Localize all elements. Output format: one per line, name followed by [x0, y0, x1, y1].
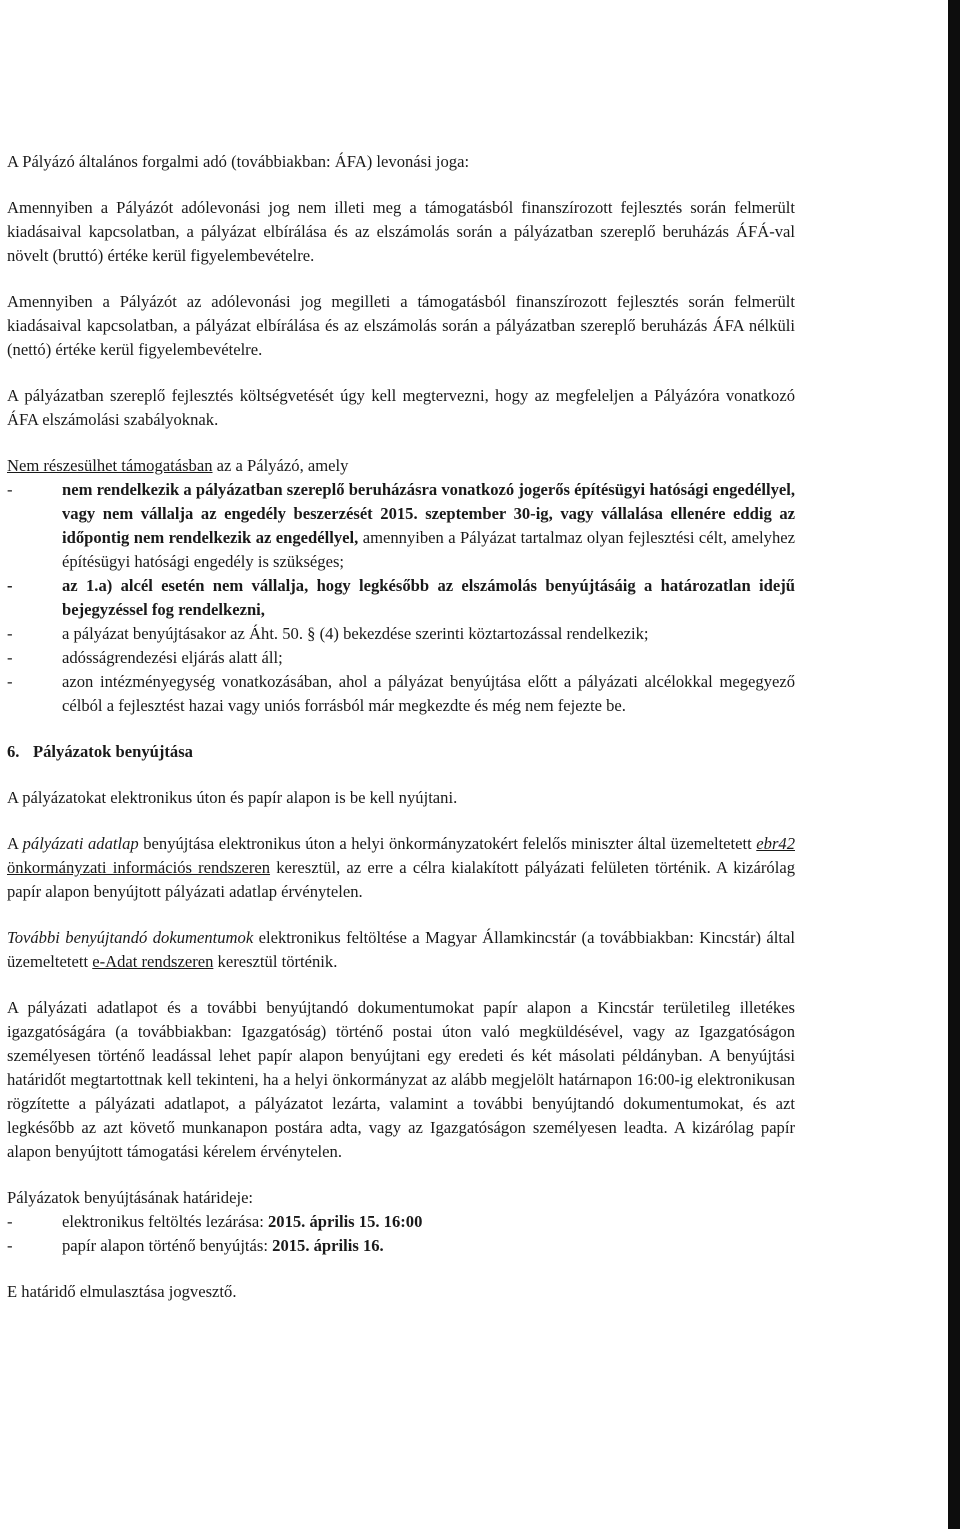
deadlines-heading: Pályázatok benyújtásának határideje:: [7, 1188, 254, 1207]
list-item: [7, 1210, 795, 1234]
list-item: [7, 1234, 795, 1258]
adatlap-after: keresztül, az erre a célra kialakított pályázati felületen történik. A kizárólag papír alapon benyújtott pályázati adatlap érvénytelen.: [7, 858, 795, 901]
ineligible-lead: [7, 454, 795, 478]
ebr42-link-italic: ebr42: [756, 834, 795, 853]
list-item: - a pályázat benyújtásakor az Áht. 50. § (4) bekezdése szerinti köztartozással rendelkezik;: [7, 622, 795, 646]
vat-gross-paragraph: Amennyiben a Pályázót adólevonási jog nem illeti meg a támogatásból finanszírozott fejlesztés során felmerült kiadásaival kapcsolatban, a pályázat elbírálása és az elszámolás során a pályázatban szereplő beruházás ÁFÁ-val növelt (bruttó) értéke kerül figyelembevételre.: [7, 198, 795, 265]
ineligible-lead-rest: az a Pályázó, amely: [212, 456, 349, 475]
docs-middle: elektronikus feltöltése a Magyar Államkincstár (a továbbiakban: Kincstár) által üzemeltetett: [7, 928, 795, 971]
list-item: [7, 478, 795, 574]
ineligible-item1-bold: nem rendelkezik a pályázatban szereplő beruházásra vonatkozó jogerős építésügyi hatósági engedéllyel, vagy nem vállalja az engedély beszerzését 2015. szeptember 30-ig, vagy vállalása ellenére eddig az időpontig nem rendelkezik az engedéllyel,: [62, 480, 795, 547]
ebr42-link-rest: önkormányzati információs rendszeren: [7, 858, 271, 877]
list-item: - azon intézményegység vonatkozásában, ahol a pályázat benyújtása előtt a pályázati alcélokkal megegyező célból a fejlesztést hazai vagy uniós forrásból már megkezdte és még nem fejezte be.: [7, 670, 795, 718]
scan-edge: [948, 0, 960, 1529]
final-paragraph: E határidő elmulasztása jogvesztő.: [7, 1282, 237, 1301]
ineligible-item1-rest: amennyiben a Pályázat tartalmaz olyan fejlesztési célt, amelyhez építésügyi hatósági engedély is szükséges;: [62, 528, 795, 571]
deadline-electronic-value: 2015. április 15. 16:00: [267, 1212, 423, 1231]
section-heading: [7, 740, 795, 764]
deadline-paper-value: 2015. április 16.: [272, 1236, 384, 1255]
submit-intro-paragraph: A pályázatokat elektronikus úton és papír alapon is be kell nyújtani.: [7, 788, 458, 807]
e-adat-link[interactable]: e-Adat rendszeren: [92, 952, 214, 971]
deadlines-list: [7, 1210, 795, 1258]
section-number: 6.: [7, 742, 20, 761]
adatlap-middle: benyújtása elektronikus úton a helyi önkormányzatokért felelős miniszter által üzemeltetett: [138, 834, 757, 853]
budget-paragraph: A pályázatban szereplő fejlesztés költségvetését úgy kell megtervezni, hogy az megfeleljen a Pályázóra vonatkozó ÁFA elszámolási szabályoknak.: [7, 386, 795, 429]
vat-net-paragraph: Amennyiben a Pályázót az adólevonási jog megilleti a támogatásból finanszírozott fejlesztés során felmerült kiadásaival kapcsolatban, a pályázat elbírálása és az elszámolás során a pályázatban szereplő beruházás ÁFA nélküli (nettó) értéke kerül figyelembevételre.: [7, 292, 795, 359]
ineligible-lead-underlined: Nem részesülhet támogatásban: [7, 456, 213, 475]
docs-italic: További benyújtandó dokumentumok: [7, 928, 254, 947]
adatlap-italic: pályázati adatlap: [22, 834, 139, 853]
adatlap-before: A: [7, 834, 23, 853]
section-title: Pályázatok benyújtása: [33, 742, 193, 761]
adatlap-paragraph: [7, 832, 795, 904]
docs-after: keresztül történik.: [213, 952, 338, 971]
ineligible-list: [7, 478, 795, 718]
deadline-electronic-label: elektronikus feltöltés lezárása:: [62, 1212, 268, 1231]
list-item: - az 1.a) alcél esetén nem vállalja, hogy legkésőbb az elszámolás benyújtásáig a határozatlan idejű bejegyzéssel fog rendelkezni,: [7, 574, 795, 622]
list-item: - adósságrendezési eljárás alatt áll;: [7, 646, 795, 670]
docs-paragraph: [7, 926, 795, 974]
vat-heading: A Pályázó általános forgalmi adó (továbbiakban: ÁFA) levonási joga:: [7, 152, 470, 171]
deadline-paper-label: papír alapon történő benyújtás:: [62, 1236, 273, 1255]
paper-submission-paragraph: A pályázati adatlapot és a további benyújtandó dokumentumokat papír alapon a Kincstár területileg illetékes igazgatóságára (a továbbiakban: Igazgatóság) történő postai úton való megküldésével, vagy az Igazgatóságon személyesen történő leadással lehet papír alapon benyújtani egy eredeti és két másolati példányban. A benyújtási határidőt megtartottnak kell tekinteni, ha a helyi önkormányzat az alább megjelölt határnapon 16:00-ig elektronikusan rögzítette a pályázati adatlapot, a pályázatot lezárta, valamint a további benyújtandó dokumentumokat, és azt legkésőbb az azt követő munkanapon postára adta, vagy az Igazgatóságon személyesen leadta. A kizárólag papír alapon benyújtott támogatási kérelem érvénytelen.: [7, 998, 795, 1161]
